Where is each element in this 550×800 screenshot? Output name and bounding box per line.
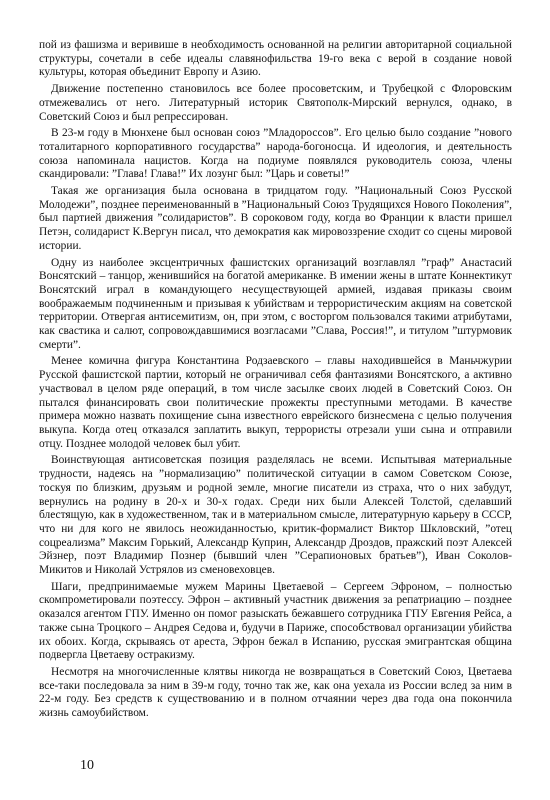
- paragraph-vonsyatsky: Одну из наиболее эксцентричных фашистских организаций возглавлял ”граф” Анастасий Вонсятский – танцор, женившийся на богатой американке. В имении жены в штате Коннектикут Вонсятский играл в командующего несуществующей армией, издавая приказы своим воображаемым подчиненным и призывая к убийствам и террористическим акциям на советской территории. Отвергая антисемитизм, он, при этом, с восторгом пользовался такими атрибутами, как свастика и салют, сопровождавшимися возгласами ”Слава, Россия!”, и титулом ”штурмовик смерти”.: [39, 256, 512, 351]
- paragraph-returnees: Воинствующая антисоветская позиция разделялась не всеми. Испытывая материальные трудности, надеясь на ”нормализацию” политической ситуации в самом Советском Союзе, тоскуя по близким, друзьям и родной земле, многие писатели из страха, что о них забудут, вернулись на родину в 20-х и 30-х годах. Среди них были Алексей Толстой, сделавший блестящую, как в художественном, так и в материальном смысле, литературную карьеру в СССР, что ни для кого не явилось неожиданностью, критик-формалист Виктор Шкловский, ”отец соцреализма” Максим Горький, Александр Куприн, Александр Дроздов, пражский поэт Алексей Эйзнер, поэт Владимир Познер (бывший член ”Серапионовых братьев”), Иван Соколов-Микитов и Николай Устрялов из сменовеховцев.: [39, 454, 512, 577]
- paragraph-efron: Шаги, предпринимаемые мужем Марины Цветаевой – Сергеем Эфроном, – полностью скомпрометировали поэтессу. Эфрон – активный участник движения за репатриацию – позднее оказался агентом ГПУ. Именно он помог разыскать бежавшего сотрудника ГПУ Евгения Рейса, а также сына Троцкого – Андрея Седова и, будучи в Париже, способствовал организации убийства их обоих. Когда, скрываясь от ареста, Эфрон бежал в Испанию, русская эмигрантская община подвергла Цветаеву остракизму.: [39, 580, 512, 662]
- paragraph-continuation: пой из фашизма и веривише в необходимость основанной на религии авторитарной социальной структуры, сочетали в себе идеалы славянофильства 19-го века с верой в создание новой культуры, которая объединит Европу и Азию.: [39, 39, 512, 79]
- paragraph-trubetskoy: Движение постепенно становилось все более просоветским, и Трубецкой с Флоровским отмежевались от него. Литературный историк Святополк-Мирский вернулся, однако, в Советский Союз и был репрессирован.: [39, 83, 512, 123]
- paragraph-tsvetaeva: Несмотря на многочисленные клятвы никогда не возвращаться в Советский Союз, Цветаева все-таки последовала за ним в 39-м году, точно так же, как она уехала из России вслед за ним в 22-м году. Без средств к существованию и в полном отчаянии через два года она покончила жизнь самоубийством.: [39, 665, 512, 720]
- paragraph-rodzaevsky: Менее комична фигура Константина Родзаевского – главы находившейся в Маньчжурии Русской фашистской партии, который не ограничивал себя фантазиями Вонсятского, а активно участвовал в целом ряде операций, в том числе засылке своих людей в Советский Союз. Он пытался финансировать свои политические прожекты преступными методами. В качестве примера можно назвать похищение сына известного еврейского бизнесмена с целью получения выкупа. Когда отец отказался заплатить выкуп, террористы отрезали уши сына и отправили отцу. Позднее молодой человек был убит.: [39, 355, 512, 450]
- body-text: [39, 39, 512, 721]
- page-number: 10: [80, 758, 94, 773]
- paragraph-mladorossy: В 23-м году в Мюнхене был основан союз ”Младороссов”. Его целью было создание ”нового тоталитарного корпоративного государства” народа-богоносца. И идеология, и деятельность союза напоминала нацистов. Когда на подиуме появлялся руководитель союза, члены скандировали: ”Глава! Глава!” Их лозунг был: ”Царь и советы!”: [39, 127, 512, 181]
- paragraph-solidaristy: Такая же организация была основана в тридцатом году. ”Национальный Союз Русской Молодежи”, позднее переименованный в ”Национальный Союз Трудящихся Нового Поколения”, был партией движения ”солидаристов”. В сороковом году, когда во Франции к власти пришел Петэн, солидарист К.Вергун писал, что демократия как мировоззрение сходит со сцены мировой истории.: [39, 185, 512, 252]
